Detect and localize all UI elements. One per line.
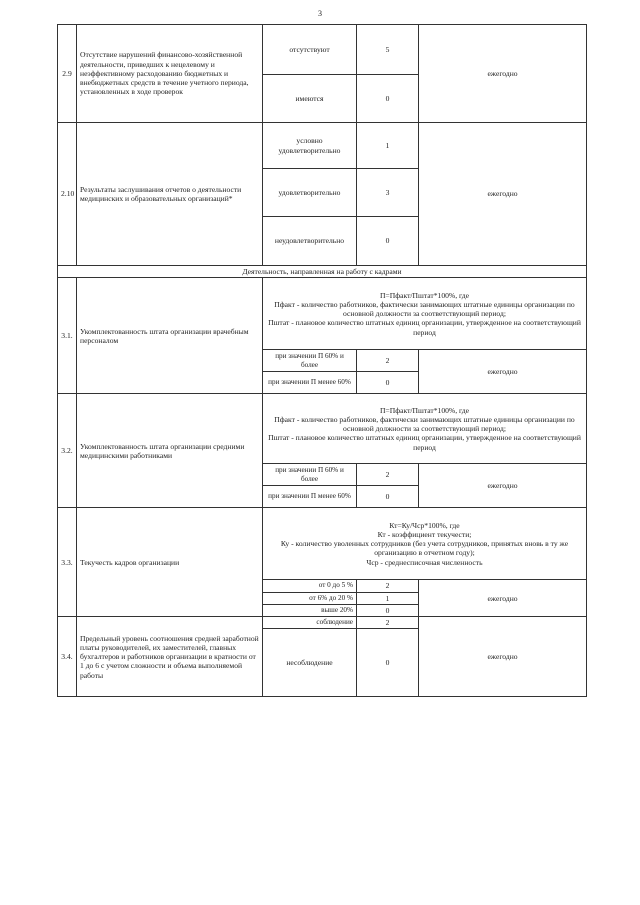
indicator-cell: Укомплектованность штата организации средними медицинскими работниками xyxy=(77,394,263,508)
formula-cell xyxy=(263,394,587,464)
indicator-cell: Предельный уровень соотношения средней заработной платы руководителей, их заместителей, главных бухгалтеров и работников организации в кратности от 1 до 6 с учетом сложности и объема выполняемой работы xyxy=(77,617,263,697)
points-cell: 0 xyxy=(357,372,419,394)
table-row xyxy=(58,25,587,75)
points-cell: 5 xyxy=(357,25,419,75)
row-number: 3.1. xyxy=(58,278,77,394)
points-cell: 3 xyxy=(357,169,419,217)
row-number: 3.3. xyxy=(58,508,77,617)
indicator-cell: Отсутствие нарушений финансово-хозяйственной деятельности, приведших к нецелевому и неэффективному расходованию бюджетных и внебюджетных средств в течение учетного периода, установленных в ходе проверок xyxy=(77,25,263,123)
formula-line: П=Пфакт/Пштат*100%, где xyxy=(379,290,470,300)
criterion-cell: условно удовлетворительно xyxy=(263,123,357,169)
points-cell: 1 xyxy=(357,123,419,169)
periodicity-cell: ежегодно xyxy=(419,580,587,617)
criterion-cell: отсутствуют xyxy=(263,25,357,75)
criterion-cell: удовлетворительно xyxy=(263,169,357,217)
criterion-cell: при значении П 60% и более xyxy=(263,464,357,486)
points-cell: 2 xyxy=(357,580,419,592)
table-row xyxy=(58,617,587,629)
indicator-cell: Укомплектованность штата организации врачебным персоналом xyxy=(77,278,263,394)
formula-cell xyxy=(263,278,587,350)
points-cell: 0 xyxy=(357,604,419,616)
points-cell: 0 xyxy=(357,75,419,123)
formula-line: Чср - среднесписочная численность xyxy=(366,557,483,567)
section-header: Деятельность, направленная на работу с кадрами xyxy=(58,266,587,278)
criterion-cell: имеются xyxy=(263,75,357,123)
table-row xyxy=(58,394,587,464)
table-row xyxy=(58,278,587,350)
points-cell: 0 xyxy=(357,486,419,508)
points-cell: 1 xyxy=(357,592,419,604)
table-row xyxy=(58,508,587,580)
indicator-cell: Текучесть кадров организации xyxy=(77,508,263,617)
formula-line: Кт=Ку/Чср*100%, где xyxy=(389,520,460,530)
criterion-cell: выше 20% xyxy=(263,604,357,616)
formula-line: Пфакт - количество работников, фактически занимающих штатные единицы организации по основной должности за соответствующий период; xyxy=(274,414,575,434)
points-cell: 2 xyxy=(357,617,419,629)
formula-cell xyxy=(263,508,587,580)
criterion-cell: от 6% до 20 % xyxy=(263,592,357,604)
row-number: 2.10 xyxy=(58,123,77,266)
points-cell: 2 xyxy=(357,464,419,486)
periodicity-cell: ежегодно xyxy=(419,617,587,697)
periodicity-cell: ежегодно xyxy=(419,123,587,266)
points-cell: 0 xyxy=(357,217,419,266)
criterion-cell: при значении П 60% и более xyxy=(263,350,357,372)
criterion-cell: неудовлетворительно xyxy=(263,217,357,266)
criteria-table xyxy=(57,24,587,697)
points-cell: 2 xyxy=(357,350,419,372)
criterion-cell: при значении П менее 60% xyxy=(263,486,357,508)
formula-line: Кт - коэффициент текучести; xyxy=(377,529,472,539)
criterion-cell: соблюдение xyxy=(263,617,357,629)
formula-line: Пштат - плановое количество штатных единиц организации, утвержденное на соответствующий период xyxy=(268,318,581,337)
row-number: 3.2. xyxy=(58,394,77,508)
table-row xyxy=(58,266,587,278)
periodicity-cell: ежегодно xyxy=(419,350,587,394)
indicator-cell: Результаты заслушивания отчетов о деятельности медицинских и образовательных организаций* xyxy=(77,123,263,266)
periodicity-cell: ежегодно xyxy=(419,464,587,508)
page-number: 3 xyxy=(318,9,322,18)
formula-line: П=Пфакт/Пштат*100%, где xyxy=(379,405,470,415)
criterion-cell: несоблюдение xyxy=(263,629,357,697)
formula-line: Ку - количество уволенных сотрудников (без учета сотрудников, принятых вновь в ту же организацию в отчетном году); xyxy=(280,539,569,558)
periodicity-cell: ежегодно xyxy=(419,25,587,123)
table-row xyxy=(58,123,587,169)
criterion-cell: при значении П менее 60% xyxy=(263,372,357,394)
row-number: 3.4. xyxy=(58,617,77,697)
formula-line: Пштат - плановое количество штатных единиц организации, утвержденное на соответствующий период xyxy=(268,433,581,452)
row-number: 2.9 xyxy=(58,25,77,123)
points-cell: 0 xyxy=(357,629,419,697)
criterion-cell: от 0 до 5 % xyxy=(263,580,357,592)
formula-line: Пфакт - количество работников, фактически занимающих штатные единицы организации по основной должности за соответствующий период; xyxy=(274,299,575,319)
